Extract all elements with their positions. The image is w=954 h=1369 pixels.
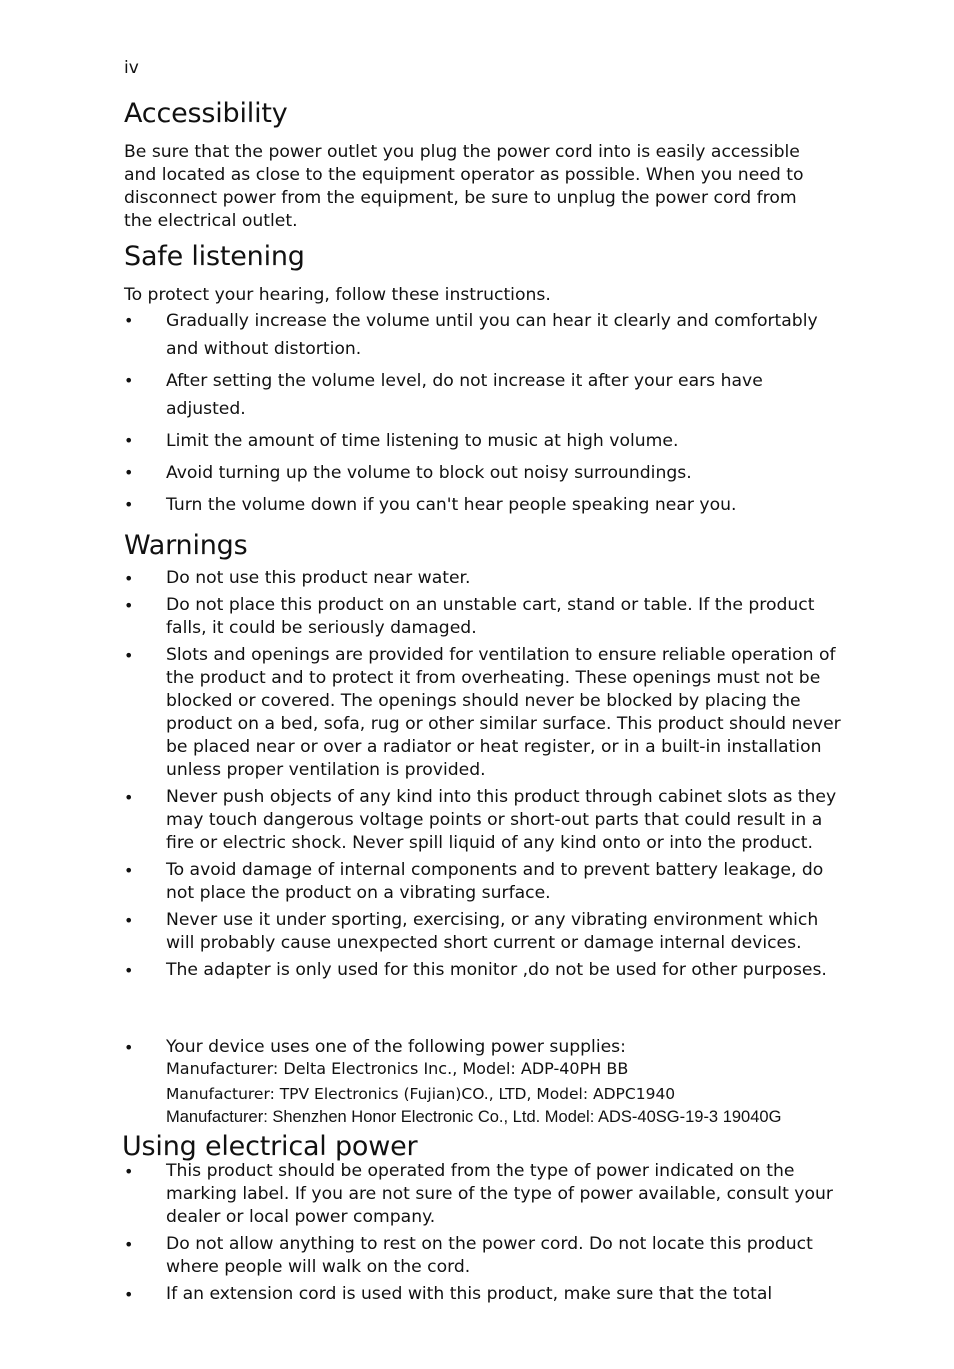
list-item: • Never push objects of any kind into this product through cabinet slots as they may touch dangerous voltage points or short-out parts that could result in a fire or electric shock. Never spill liquid of any kind onto or into the product. xyxy=(124,787,837,853)
accessibility-text: Be sure that the power outlet you plug the power cord into is easily accessible and located as close to the equipment operator as possible. When you need to disconnect power from the equipment, be sure to unplug the power cord from the electrical outlet. xyxy=(124,142,804,231)
list-item: • Gradually increase the volume until you can hear it clearly and comfortably and without distortion. xyxy=(124,307,844,363)
power-supply-honor: Manufacturer: Shenzhen Honor Electronic Co., Ltd. Model: ADS-40SG-19-3 19040G xyxy=(166,1108,782,1126)
list-item: • Turn the volume down if you can't hear people speaking near you. xyxy=(124,491,844,519)
power-supply-list xyxy=(124,1036,844,1059)
bullet: • xyxy=(124,961,134,980)
heading-safe-listening: Safe listening xyxy=(124,241,305,272)
list-item: • This product should be operated from the type of power indicated on the marking label. If you are not sure of the type of power available, consult your dealer or local power company. xyxy=(124,1161,833,1227)
bullet: • xyxy=(124,596,134,615)
safe-listening-list xyxy=(124,307,844,523)
power-supply-tpv: Manufacturer: TPV Electronics (Fujian)CO., LTD, Model: ADPC1940 xyxy=(166,1085,676,1103)
list-item: • Limit the amount of time listening to music at high volume. xyxy=(124,427,844,455)
safe-listening-intro: To protect your hearing, follow these instructions. xyxy=(124,285,551,305)
list-item: • Do not allow anything to rest on the power cord. Do not locate this product where people will walk on the cord. xyxy=(124,1234,813,1277)
bullet: • xyxy=(124,1285,134,1304)
list-item: • Do not use this product near water. xyxy=(124,568,471,588)
bullet: • xyxy=(124,371,134,390)
list-item: • If an extension cord is used with this product, make sure that the total xyxy=(124,1284,773,1304)
bullet: • xyxy=(124,311,134,330)
list-item: • To avoid damage of internal components and to prevent battery leakage, do not place the product on a vibrating surface. xyxy=(124,860,824,903)
warnings-list xyxy=(124,567,844,986)
list-item: • The adapter is only used for this monitor ,do not be used for other purposes. xyxy=(124,960,827,980)
list-item: • Do not place this product on an unstable cart, stand or table. If the product falls, it could be seriously damaged. xyxy=(124,595,815,638)
bullet: • xyxy=(124,1038,134,1057)
list-item: • Avoid turning up the volume to block out noisy surroundings. xyxy=(124,459,844,487)
bullet: • xyxy=(124,569,134,588)
list-item: • Never use it under sporting, exercising, or any vibrating environment which will probably cause unexpected short current or damage internal devices. xyxy=(124,910,819,953)
bullet: • xyxy=(124,1235,134,1254)
list-item: • Your device uses one of the following power supplies: xyxy=(124,1037,626,1057)
list-item: • After setting the volume level, do not increase it after your ears have adjusted. xyxy=(124,367,844,423)
bullet: • xyxy=(124,861,134,880)
bullet: • xyxy=(124,431,134,450)
power-supply-delta: Manufacturer: Delta Electronics Inc., Model: ADP-40PH BB xyxy=(166,1059,629,1078)
bullet: • xyxy=(124,1162,134,1181)
bullet: • xyxy=(124,911,134,930)
using-power-list xyxy=(124,1160,844,1310)
heading-warnings: Warnings xyxy=(124,530,248,561)
bullet: • xyxy=(124,463,134,482)
page-number: iv xyxy=(124,58,139,78)
bullet: • xyxy=(124,788,134,807)
heading-using-electrical-power: Using electrical power xyxy=(122,1131,418,1162)
bullet: • xyxy=(124,646,134,665)
bullet: • xyxy=(124,495,134,514)
heading-accessibility: Accessibility xyxy=(124,98,288,129)
list-item: • Slots and openings are provided for ventilation to ensure reliable operation of the product and to protect it from overheating. These openings must not be blocked or covered. The openings should never be blocked by placing the product on a bed, sofa, rug or other similar surface. This product should never be placed near or over a radiator or heat register, or in a built-in installation unless proper ventilation is provided. xyxy=(124,645,841,780)
